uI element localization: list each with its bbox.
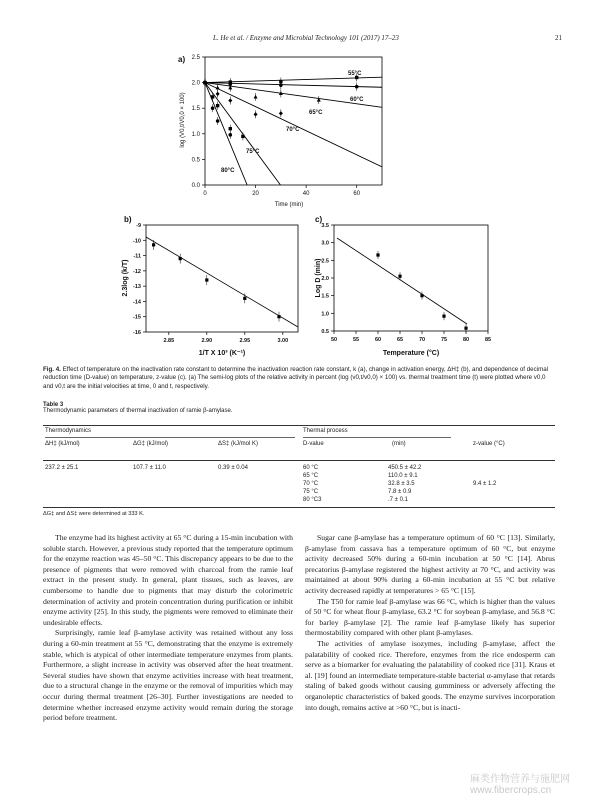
table-title: Thermodynamic parameters of thermal inactivation of ramie β-amylase. bbox=[43, 408, 233, 414]
cell-temp-75: 75 °C bbox=[303, 489, 319, 495]
panel-c-ticks bbox=[321, 223, 491, 343]
label-70c: 70°C bbox=[286, 127, 300, 133]
data-point bbox=[216, 92, 220, 96]
data-point bbox=[243, 297, 246, 300]
panel-c-ytick-label: 2.0 bbox=[321, 276, 329, 282]
body-left-column bbox=[43, 533, 293, 724]
cell-temp-65: 65 °C bbox=[303, 473, 319, 479]
table-rule-header bbox=[43, 460, 555, 461]
data-point bbox=[228, 133, 232, 137]
panel-b-ytick-label: -14 bbox=[133, 299, 141, 306]
panel-b-xtick-label: 3.00 bbox=[277, 338, 289, 344]
data-point bbox=[277, 315, 280, 318]
data-point bbox=[355, 85, 359, 89]
panel-a-xtick-label: 0 bbox=[203, 191, 207, 197]
caption-text: Effect of temperature on the inactivation rate constant to determine the inactivation reaction rate constant, k (a), change in activation energy, ΔH‡ (b), and dependence of decimal reduction time (D-value) on temperature, z-value (c). (a) The semi-log plots of the relative activity in percent (log (v0,t/v0,0) × 100) vs. thermal treatment time (t) were plotted where v0,0 and v0,t are the initial velocities at time, 0 and t, respectively. bbox=[43, 366, 549, 390]
panel-c-xtick-label: 60 bbox=[374, 337, 382, 343]
figure-caption bbox=[43, 366, 555, 391]
panel-b-ytick-label: -11 bbox=[133, 253, 141, 260]
panel-a-ytick-label: 1.0 bbox=[191, 131, 200, 138]
watermark: 麻类作物营养与施肥网 www.fibercrops.cn bbox=[470, 774, 570, 796]
panel-c-xtick-label: 70 bbox=[418, 337, 426, 343]
panel-c-frame bbox=[334, 225, 488, 331]
panel-a-ylabel: log (V0,t/V0,0 × 100) bbox=[180, 92, 186, 148]
panel-c-xtick-label: 80 bbox=[462, 337, 470, 343]
panel-a-ticks bbox=[192, 55, 361, 197]
data-point bbox=[279, 83, 283, 87]
data-point bbox=[229, 127, 232, 130]
panel-b-ytick-label: -16 bbox=[133, 330, 141, 336]
panel-c-xtick-label: 75 bbox=[440, 337, 448, 343]
header-dvalue: D-value bbox=[303, 441, 324, 447]
panel-c-ytick-label: 3.5 bbox=[321, 223, 329, 229]
panel-c-ytick-label: 1.0 bbox=[321, 311, 329, 318]
data-point bbox=[376, 253, 379, 256]
panel-a-xtick-label: 60 bbox=[353, 191, 361, 197]
panel-c-ytick-label: 2.5 bbox=[321, 258, 329, 265]
panel-b-xtick-label: 2.90 bbox=[201, 338, 213, 344]
data-point bbox=[203, 81, 207, 85]
cell-dg: 107.7 ± 11.0 bbox=[133, 465, 166, 471]
panel-b-ytick-label: -13 bbox=[133, 284, 141, 291]
table-rule-group-left bbox=[45, 437, 295, 438]
cell-z: 9.4 ± 1.2 bbox=[473, 481, 497, 487]
data-point bbox=[216, 104, 219, 107]
cell-d-60: 450.5 ± 42.2 bbox=[388, 465, 422, 471]
panel-a-xlabel: Time (min) bbox=[274, 202, 304, 208]
panel-b-xtick-label: 2.95 bbox=[239, 338, 251, 344]
data-point bbox=[420, 294, 423, 297]
panel-a-ytick-label: 2.0 bbox=[191, 80, 200, 87]
panel-c-ylabel: Log D (min) bbox=[315, 258, 322, 298]
table-label: Table 3 bbox=[43, 402, 64, 408]
panel-c-ytick-label: 0.5 bbox=[321, 329, 329, 335]
panel-b-xtick-label: 2.85 bbox=[163, 338, 175, 344]
panel-b-fit-line bbox=[146, 237, 298, 327]
cell-temp-70: 70 °C bbox=[303, 481, 319, 487]
panel-c-fit-line bbox=[337, 238, 467, 324]
caption-label: Fig. 4. bbox=[43, 366, 61, 373]
cell-d-70: 32.8 ± 3.5 bbox=[388, 481, 415, 487]
header-ds: ΔS‡ (kJ/mol K) bbox=[218, 441, 259, 447]
panel-b-label: b) bbox=[124, 215, 132, 224]
body-right-para-1: Sugar cane β-amylase has a temperature optimum of 60 °C [13]. Similarly, β-amylase from cassava has a temperature optimum of 60 °C, but enzyme activity decreased 50% during a 60-min incubation at 50 °C [14]. Abrus precatorius β-amylase registered the highest activity at 70 °C, and activity was maintained at about 90% during a 60-min incubation at 55 °C but relative activity decreased rapidly at temperatures > 65 °C [15]. bbox=[305, 533, 555, 595]
body-left-para-1: The enzyme had its highest activity at 65 °C during a 15-min incubation with soluble starch. However, a previous study reported that the temperature optimum for the enzyme reaction was 45–50 °C. This discrepancy appears to be due to the presence of pigments that were removed with charcoal from the ramie leaf extract in the present study. In general, plant tissues, such as leaves, are cumbersome to handle due to pigments that may disturb the colorimetric determination of activity and protein concentration during purification or inhibit enzyme activity [25]. In this study, the pigments were removed to eliminate their undesirable effects. bbox=[43, 533, 293, 627]
panel-c-points bbox=[376, 251, 467, 332]
panel-c-xtick-label: 65 bbox=[396, 337, 404, 343]
panel-a-ytick-label: 0.5 bbox=[191, 157, 200, 164]
panel-a-ytick-label: 2.5 bbox=[191, 55, 200, 61]
table-rule-group-right bbox=[303, 437, 451, 438]
cell-d-75: 7.8 ± 0.9 bbox=[388, 489, 412, 495]
panel-b-ytick-label: -12 bbox=[133, 268, 141, 275]
running-title: L. He et al. / Enzyme and Microbial Technology 101 (2017) 17–23 bbox=[213, 34, 399, 42]
data-point bbox=[442, 315, 445, 318]
data-point bbox=[216, 86, 220, 90]
body-right-para-3: The activities of amylase isozymes, including β-amylase, affect the palatability of cooked rice. Therefore, enzymes from the rice endosperm can serve as a biomarker for evaluating the palatability of cooked rice [31]. Kraus et al. [19] found an intermediate temperature-stable bacterial α-amylase that retards staling of baked goods without causing gumminess or adversely affecting the organoleptic characteristics of baked goods. The enzyme survives incorporation into dough, remains active at >60 °C, but is inacti- bbox=[305, 638, 555, 712]
header-z: z-value (°C) bbox=[473, 441, 505, 447]
data-point bbox=[398, 275, 401, 278]
panel-a-ytick-label: 0.0 bbox=[191, 183, 200, 189]
data-point bbox=[205, 278, 208, 281]
table-rule-bottom bbox=[43, 507, 555, 508]
table-rule-top bbox=[43, 425, 555, 426]
data-point bbox=[254, 112, 258, 116]
data-point bbox=[211, 106, 215, 110]
header-min: (min) bbox=[392, 441, 406, 447]
label-80c: 80°C bbox=[221, 168, 235, 174]
cell-temp-60: 60 °C bbox=[303, 465, 319, 471]
page-number: 21 bbox=[555, 34, 562, 42]
body-right-para-2: The T50 for ramie leaf β-amylase was 66 °C, which is higher than the values of 50 °C for wheat flour β-amylase, 63.2 °C for soybean β-amylase, and 56.8 °C for barley β-amylase [2]. The ramie leaf β-amylase likely has superior thermostability compared with other plant β-amylases. bbox=[305, 596, 555, 638]
panel-b-ylabel: 2.3log (k/T) bbox=[122, 259, 129, 297]
panel-a-ytick-label: 1.5 bbox=[191, 106, 200, 113]
cell-dh: 237.2 ± 25.1 bbox=[45, 465, 79, 471]
panel-c-label: c) bbox=[315, 215, 323, 224]
panel-b-ytick-label: -15 bbox=[133, 314, 141, 321]
panel-c-xtick-label: 55 bbox=[352, 337, 360, 343]
cell-ds: 0.39 ± 0.04 bbox=[218, 465, 248, 471]
panel-b-ytick-label: -9 bbox=[136, 223, 141, 229]
label-55c: 55°C bbox=[348, 71, 362, 77]
label-75c: 75°C bbox=[246, 149, 260, 155]
data-point bbox=[152, 243, 155, 246]
data-point bbox=[241, 135, 244, 138]
panel-c-ytick-label: 3.0 bbox=[321, 240, 329, 247]
table-group-thermo: Thermodynamics bbox=[45, 428, 92, 434]
panel-a-label: a) bbox=[178, 55, 186, 64]
panel-b-ytick-label: -10 bbox=[133, 238, 141, 245]
body-left-para-2: Surprisingly, ramie leaf β-amylase activity was retained without any loss during a 60-min treatment at 55 °C, demonstrating that the enzyme is extremely stable, which is atypical of other intermediate temperature enzymes from plants. Furthermore, a slight increase in activity was observed after the heat treatment. Several studies have shown that enzyme activities increase with heat treatment, due to a structural change in the enzyme or the removal of impurities which may occur during thermal treatment [26–30]. Further investigations are needed to determine whether increased enzyme activity would remain during the storage period before treatment. bbox=[43, 628, 293, 723]
panel-c-xlabel: Temperature (°C) bbox=[382, 350, 440, 357]
data-point bbox=[228, 98, 232, 102]
cell-d-65: 110.0 ± 9.1 bbox=[388, 473, 418, 479]
table-footnote: ΔG‡ and ΔS‡ were determined at 333 K. bbox=[43, 511, 145, 517]
label-60c: 60°C bbox=[350, 97, 364, 103]
header-dg: ΔG‡ (kJ/mol) bbox=[133, 441, 169, 447]
panel-c-xtick-label: 85 bbox=[484, 337, 492, 343]
data-point bbox=[254, 95, 258, 99]
label-65c: 65°C bbox=[309, 110, 323, 116]
table-group-process: Thermal process bbox=[303, 428, 348, 434]
data-point bbox=[279, 111, 283, 115]
table-3-title bbox=[43, 402, 555, 414]
data-point bbox=[179, 257, 182, 260]
panel-c-xtick-label: 50 bbox=[330, 337, 338, 343]
data-point bbox=[464, 327, 467, 330]
header-dh: ΔH‡ (kJ/mol) bbox=[45, 441, 80, 447]
panel-b-xlabel: 1/T X 10³ (K⁻¹) bbox=[198, 350, 246, 357]
panel-b-frame bbox=[146, 225, 298, 332]
panel-a-xtick-label: 40 bbox=[302, 191, 310, 197]
panel-a-xtick-label: 20 bbox=[252, 191, 259, 197]
data-point bbox=[216, 119, 220, 123]
data-point bbox=[211, 95, 214, 98]
cell-temp-80: 80 °C3 bbox=[303, 497, 322, 503]
panel-b-ticks bbox=[133, 223, 288, 344]
cell-d-80: .7 ± 0.1 bbox=[388, 497, 408, 503]
panel-c-ytick-label: 1.5 bbox=[321, 293, 329, 300]
body-right-column bbox=[305, 533, 555, 713]
